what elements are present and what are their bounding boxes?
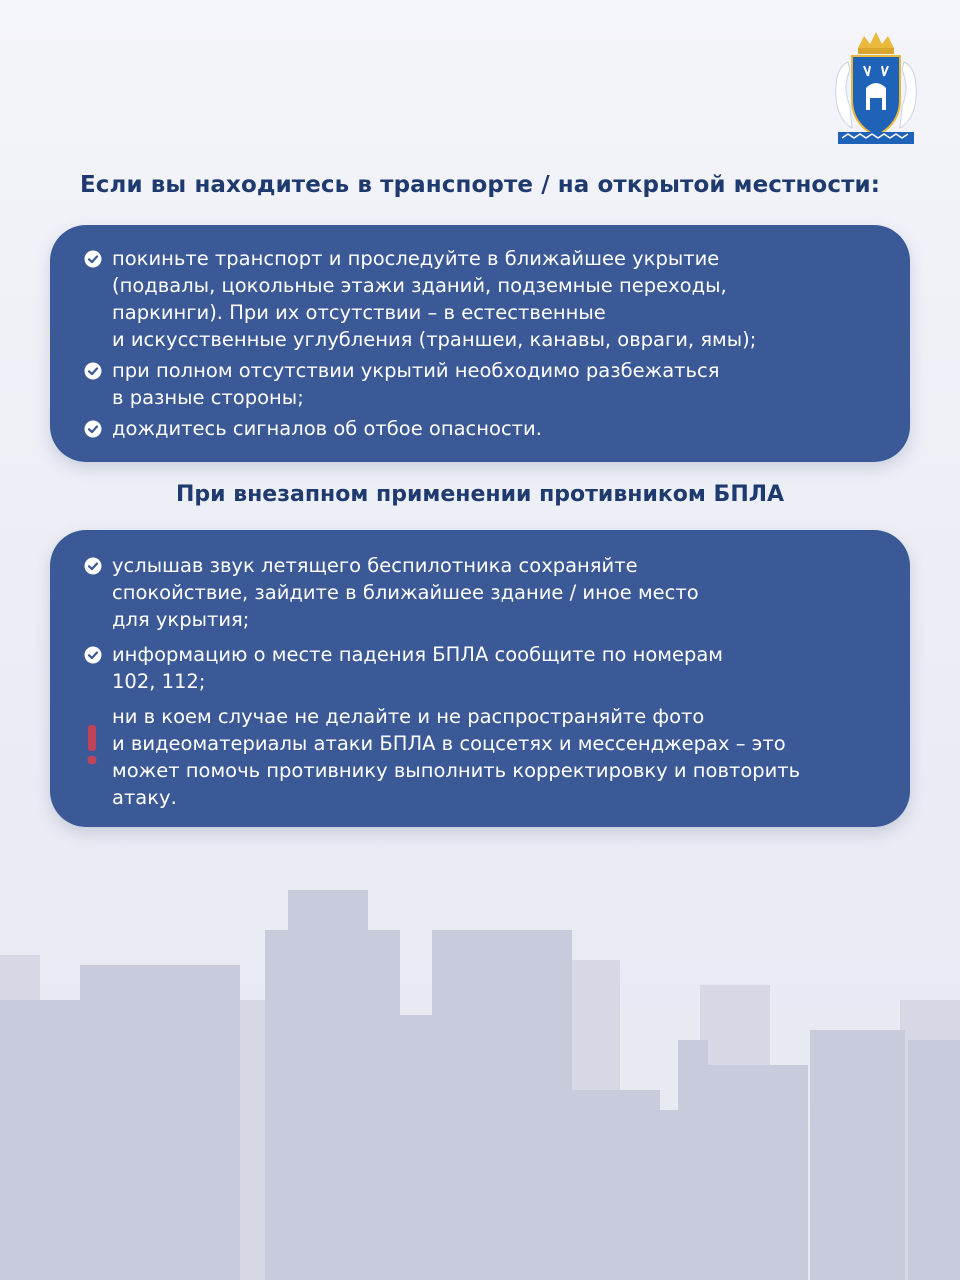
- list-item-line: атаку.: [112, 786, 177, 809]
- section-heading-drone: При внезапном применении противником БПЛА: [175, 482, 785, 507]
- section-heading-transport: Если вы находитесь в транспорте / на открытой местности:: [79, 172, 881, 198]
- check-icon: [84, 646, 102, 664]
- list-item-line: в разные стороны;: [112, 386, 304, 409]
- list-item: [84, 245, 886, 353]
- check-icon: [84, 362, 102, 380]
- list-item-line: (подвалы, цокольные этажи зданий, подземные переходы,: [112, 274, 727, 297]
- list-item-line: дождитесь сигналов об отбое опасности.: [112, 417, 542, 440]
- list-item-line: и искусственные углубления (траншеи, канавы, овраги, ямы);: [112, 328, 757, 351]
- coat-of-arms-icon: [828, 28, 924, 152]
- list-item-line: может помочь противнику выполнить корректировку и повторить: [112, 759, 801, 782]
- check-icon: [84, 420, 102, 438]
- list-item-line: при полном отсутствии укрытий необходимо разбежаться: [112, 359, 720, 382]
- list-item-line: ни в коем случае не делайте и не распространяйте фото: [112, 705, 705, 728]
- instruction-card-drone: [50, 530, 910, 827]
- list-item: [84, 415, 886, 442]
- exclamation-icon: [83, 723, 101, 767]
- list-item-warning: [84, 703, 886, 811]
- list-item-line: паркинги). При их отсутствии – в естественные: [112, 301, 606, 324]
- list-item-line: для укрытия;: [112, 608, 250, 631]
- list-item-line: и видеоматериалы атаки БПЛА в соцсетях и мессенджерах – это: [112, 732, 786, 755]
- instruction-card-transport: [50, 225, 910, 462]
- list-item-line: спокойствие, зайдите в ближайшее здание / иное место: [112, 581, 699, 604]
- check-icon: [84, 557, 102, 575]
- list-item: [84, 357, 886, 411]
- list-item: [84, 552, 886, 633]
- list-item-line: покиньте транспорт и проследуйте в ближайшее укрытие: [112, 247, 720, 270]
- list-item-line: 102, 112;: [112, 670, 206, 693]
- list-item: [84, 641, 886, 695]
- check-icon: [84, 250, 102, 268]
- list-item-line: информацию о месте падения БПЛА сообщите по номерам: [112, 643, 724, 666]
- list-item-line: услышав звук летящего беспилотника сохраняйте: [112, 554, 638, 577]
